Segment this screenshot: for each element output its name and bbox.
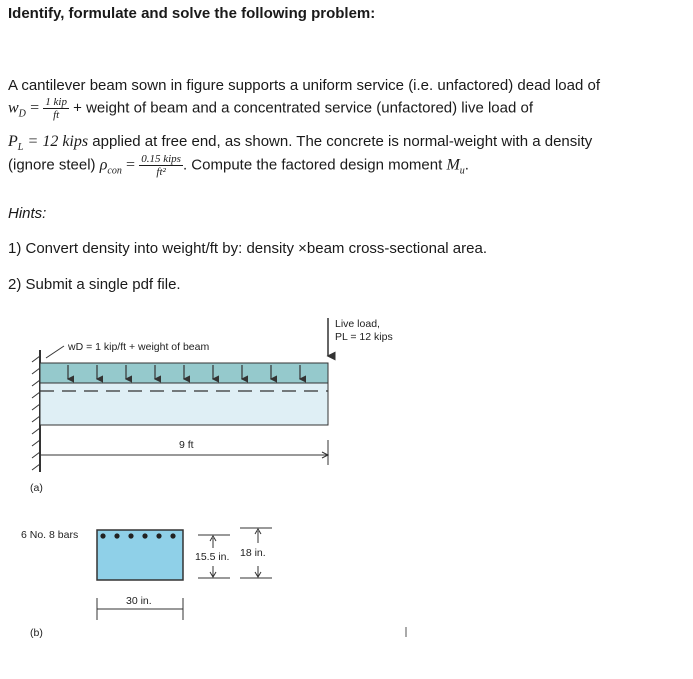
problem-line-2-text: + weight of beam and a concentrated service (unfactored) live load of bbox=[73, 99, 534, 117]
hint-2: 2) Submit a single pdf file. bbox=[8, 276, 181, 293]
cross-section bbox=[97, 530, 183, 580]
wd-numerator: 1 kip bbox=[45, 96, 67, 108]
fixed-support bbox=[32, 350, 40, 472]
pl-subscript: L bbox=[17, 142, 24, 153]
live-load-value: PL = 12 kips bbox=[335, 331, 393, 343]
bars-label: 6 No. 8 bars bbox=[21, 529, 79, 541]
live-load-label: Live load, bbox=[335, 318, 380, 330]
mu-subscript: u bbox=[459, 165, 465, 177]
hint-1: 1) Convert density into weight/ft by: density ×beam cross-sectional area. bbox=[8, 240, 487, 257]
wd-symbol: w bbox=[8, 99, 19, 117]
part-b-label: (b) bbox=[30, 627, 43, 639]
problem-line-3-text: applied at free end, as shown. The concrete is normal-weight with a density bbox=[92, 133, 593, 150]
hints-heading: Hints: bbox=[8, 205, 47, 222]
problem-line-1: A cantilever beam sown in figure supports a uniform service (i.e. unfactored) dead load of bbox=[8, 77, 600, 94]
rho-numerator: 0.15 kips bbox=[141, 153, 181, 165]
part-a-label: (a) bbox=[30, 482, 43, 494]
pl-symbol: P bbox=[8, 133, 18, 150]
total-depth-label: 18 in. bbox=[240, 547, 266, 559]
dead-load-leader bbox=[46, 346, 64, 358]
problem-line-4-text: . Compute the factored design moment bbox=[182, 156, 443, 174]
wd-equals: = bbox=[30, 99, 40, 117]
rho-symbol: ρ bbox=[99, 156, 108, 174]
wd-subscript: D bbox=[18, 108, 26, 120]
span-label: 9 ft bbox=[179, 439, 194, 451]
width-label: 30 in. bbox=[126, 595, 152, 607]
rho-equals: = bbox=[126, 156, 136, 174]
rho-subscript: con bbox=[107, 165, 122, 177]
mu-symbol: M bbox=[446, 156, 460, 174]
beam bbox=[40, 383, 328, 425]
pl-value: = 12 kips bbox=[27, 133, 89, 150]
mu-period: . bbox=[464, 156, 469, 174]
page-title: Identify, formulate and solve the following problem: bbox=[8, 5, 376, 22]
problem-line-4-start: (ignore steel) bbox=[8, 156, 96, 174]
wd-denominator: ft bbox=[53, 109, 60, 121]
rho-denominator: ft² bbox=[156, 166, 166, 178]
effective-depth-label: 15.5 in. bbox=[195, 551, 230, 563]
dead-load-label: wD = 1 kip/ft + weight of beam bbox=[68, 341, 210, 353]
